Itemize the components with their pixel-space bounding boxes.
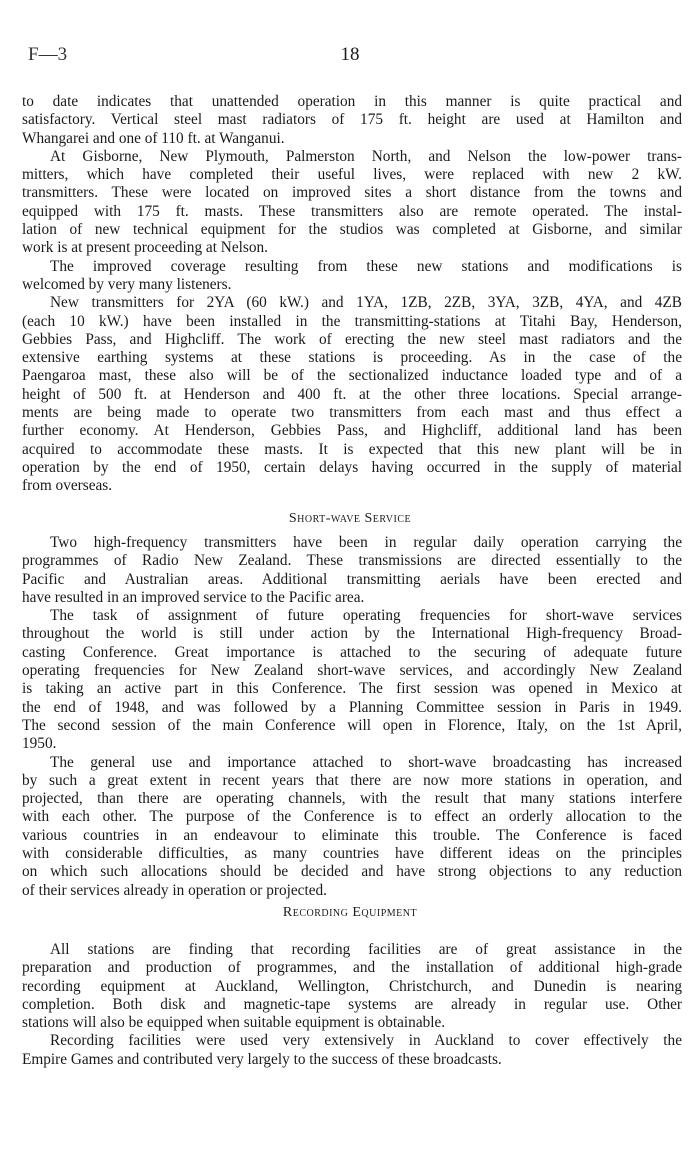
text-line: welcomed by very many listeners. [22, 275, 232, 293]
section-body [22, 93, 682, 496]
text-line: transmitters. These were located on improved sites a short distance from the towns and [22, 184, 682, 202]
text-line: various countries in an endeavour to eliminate this trouble. The Conference is faced [22, 826, 682, 844]
text-line: equipped with 175 ft. masts. These transmitters also are remote operated. The instal- [22, 202, 682, 220]
text-line: mitters, which have completed their useful lives, were replaced with new 2 kW. [22, 166, 682, 184]
text-line: by such a great extent in recent years that there are now more stations in operation, and [22, 771, 682, 789]
text-line: The task of assignment of future operating frequencies for short-wave services [50, 607, 682, 625]
text-line: operating frequencies for New Zealand short-wave services, and accordingly New Zealand [22, 662, 682, 680]
text-line: The general use and importance attached to short-wave broadcasting has increased [50, 753, 682, 771]
text-line: The improved coverage resulting from these new stations and modifications is [50, 257, 682, 275]
section-body [22, 534, 682, 900]
text-line: Pacific and Australian areas. Additional transmitting aerials have been erected and [22, 570, 682, 588]
text-line: All stations are finding that recording facilities are of great assistance in the [50, 941, 682, 958]
text-line: The second session of the main Conference will open in Florence, Italy, on the 1st April, [22, 716, 682, 734]
text-line: work is at present proceeding at Nelson. [22, 239, 268, 257]
paragraph [22, 754, 682, 900]
text-line: ments are being made to operate two transmitters from each mast and thus effect a [22, 404, 682, 422]
text-line: Paengaroa mast, these also will be of the sectionalized inductance loaded type and of a [22, 367, 682, 385]
text-line: completion. Both disk and magnetic-tape systems are already in regular use. Other [22, 995, 682, 1013]
text-line: stations will also be equipped when suitable equipment is obtainable. [22, 1014, 446, 1032]
paragraph [22, 258, 682, 295]
text-line: throughout the world is still under action by the International High-frequency Broad- [22, 625, 682, 643]
text-line: Whangarei and one of 110 ft. at Wanganui. [22, 129, 285, 147]
text-line: New transmitters for 2YA (60 kW.) and 1YA, 1ZB, 2ZB, 3YA, 3ZB, 4YA, and 4ZB [50, 294, 682, 312]
text-line: with each other. The purpose of the Conference is to effect an orderly allocation to the [22, 808, 682, 826]
text-line: of their services already in operation or projected. [22, 881, 327, 899]
text-line: further economy. At Henderson, Gebbies Pass, and Highcliff, additional land has been [22, 422, 682, 440]
text-line: 1950. [22, 735, 57, 753]
text-line: with considerable difficulties, as many countries have different ideas on the principles [22, 845, 682, 863]
text-line: Gebbies Pass, and Highcliff. The work of erecting the new steel mast radiators and the [22, 330, 682, 348]
text-line: lation of new technical equipment for the studios was completed at Gisborne, and similar [22, 221, 682, 239]
text-line: extensive earthing systems at these stations is proceeding. As in the case of the [22, 349, 682, 367]
page-number: 18 [340, 44, 360, 65]
paragraph [22, 534, 682, 607]
text-line: preparation and production of programmes, and the installation of additional high-grade [22, 959, 682, 977]
text-line: projected, than there are operating channels, with the result that many stations interfere [22, 790, 682, 808]
text-line: to date indicates that unattended operation in this manner is quite practical and [22, 93, 682, 110]
text-line: operation by the end of 1950, certain delays having occurred in the supply of material [22, 458, 682, 476]
paragraph [22, 148, 682, 258]
text-line: on which such allocations should be decided and have strong objections to any reduction [22, 863, 682, 881]
text-line: Empire Games and contributed very largely to the success of these broadcasts. [22, 1050, 502, 1068]
text-line: height of 500 ft. at Henderson and 400 ft. at the other three locations. Special arrange- [22, 385, 682, 403]
text-line: satisfactory. Vertical steel mast radiators of 175 ft. height are used at Hamilton and [22, 111, 682, 129]
text-line: At Gisborne, New Plymouth, Palmerston North, and Nelson the low-power trans- [50, 147, 682, 165]
text-line: casting Conference. Great importance is attached to the securing of adequate future [22, 643, 682, 661]
text-line: acquired to accommodate these masts. It is expected that this new plant will be in [22, 440, 682, 458]
document-code: F—3 [28, 44, 68, 65]
paragraph [22, 607, 682, 753]
section-heading-short-wave: Short-wave Service [288, 511, 412, 526]
paragraph [22, 941, 682, 1032]
text-line: is taking an active part in this Conference. The first session was opened in Mexico at [22, 680, 682, 698]
text-line: recording equipment at Auckland, Wellington, Christchurch, and Dunedin is nearing [22, 977, 682, 995]
section-body [22, 941, 682, 1069]
text-line: have resulted in an improved service to the Pacific area. [22, 588, 365, 606]
paragraph [22, 294, 682, 495]
text-line: the end of 1948, and was followed by a Planning Committee session in Paris in 1949. [22, 698, 682, 716]
text-line: Recording facilities were used very extensively in Auckland to cover effectively the [50, 1032, 682, 1050]
text-line: from overseas. [22, 477, 113, 495]
text-line: Two high-frequency transmitters have been in regular daily operation carrying the [50, 534, 682, 551]
section-heading-recording: Recording Equipment [282, 905, 418, 920]
text-line: (each 10 kW.) have been installed in the transmitting-stations at Titahi Bay, Henderson, [22, 312, 682, 330]
text-line: programmes of Radio New Zealand. These transmissions are directed essentially to the [22, 552, 682, 570]
paragraph [22, 1032, 682, 1069]
paragraph [22, 93, 682, 148]
